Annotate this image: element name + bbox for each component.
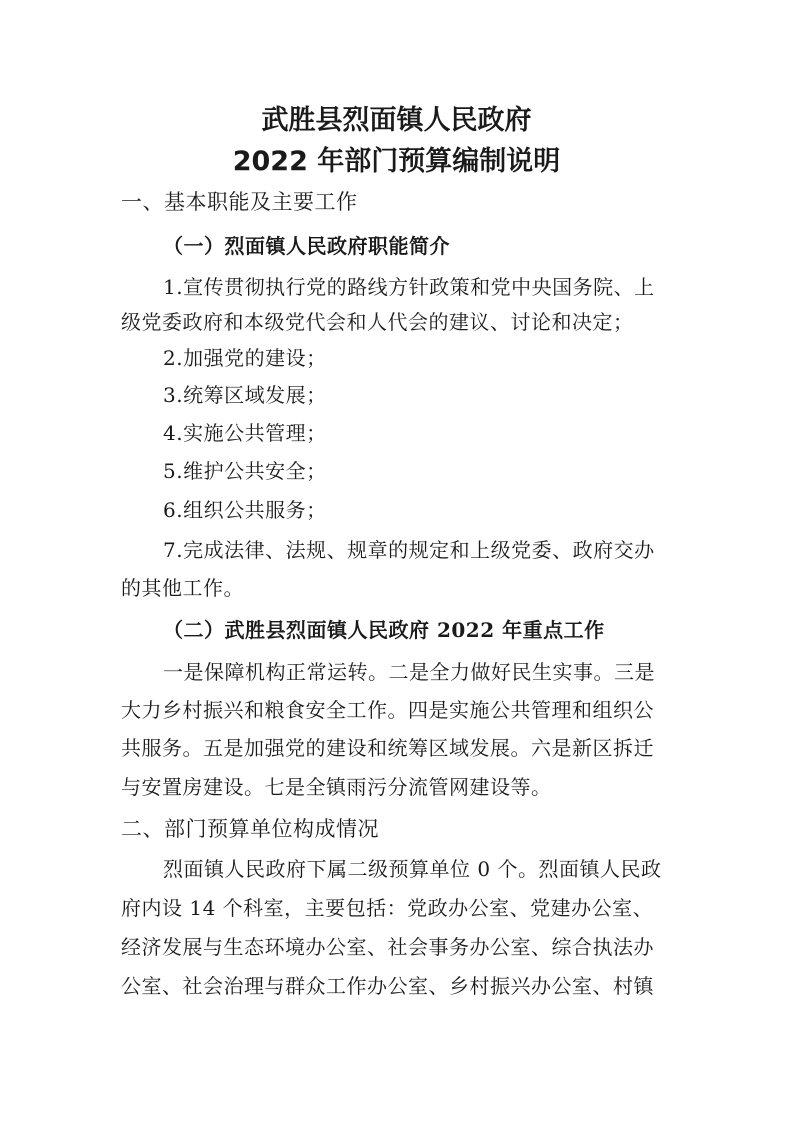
section-2-heading: 二、部门预算单位构成情况 xyxy=(121,817,379,841)
paragraph-line: 5.维护公共安全； xyxy=(163,459,327,483)
document-title-line-1: 武胜县烈面镇人民政府 xyxy=(261,105,532,136)
document-title-line-2: 2022 年部门预算编制说明 xyxy=(232,146,561,177)
section-1-heading: 一、基本职能及主要工作 xyxy=(121,190,358,214)
paragraph-line: 1.宣传贯彻执行党的路线方针政策和党中央国务院、上 xyxy=(163,275,655,299)
paragraph-line: 共服务。五是加强党的建设和统筹区域发展。六是新区拆迁 xyxy=(121,736,654,760)
paragraph-line: 4.实施公共管理； xyxy=(163,421,327,445)
paragraph-line: 与安置房建设。七是全镇雨污分流管网建设等。 xyxy=(121,775,552,799)
paragraph-line: 2.加强党的建设； xyxy=(163,346,327,370)
paragraph-line: 级党委政府和本级党代会和人代会的建议、讨论和决定； xyxy=(121,310,634,334)
paragraph-line: 公室、社会治理与群众工作办公室、乡村振兴办公室、村镇 xyxy=(121,974,654,998)
paragraph-line: 的其他工作。 xyxy=(121,576,244,600)
subsection-2-heading: （二）武胜县烈面镇人民政府 2022 年重点工作 xyxy=(163,618,605,642)
paragraph-line: 6.组织公共服务； xyxy=(163,498,327,522)
paragraph-line: 府内设 14 个科室，主要包括：党政办公室、党建办公室、 xyxy=(121,896,654,920)
paragraph-line: 大力乡村振兴和粮食安全工作。四是实施公共管理和组织公 xyxy=(121,698,654,722)
subsection-1-heading: （一）烈面镇人民政府职能简介 xyxy=(163,234,450,258)
paragraph-line: 7.完成法律、法规、规章的规定和上级党委、政府交办 xyxy=(163,538,655,562)
paragraph-line: 经济发展与生态环境办公室、社会事务办公室、综合执法办 xyxy=(121,935,654,959)
paragraph-line: 3.统筹区域发展； xyxy=(163,383,327,407)
paragraph-line: 烈面镇人民政府下属二级预算单位 0 个。烈面镇人民政 xyxy=(163,857,662,881)
paragraph-line: 一是保障机构正常运转。二是全力做好民生实事。三是 xyxy=(163,660,655,684)
